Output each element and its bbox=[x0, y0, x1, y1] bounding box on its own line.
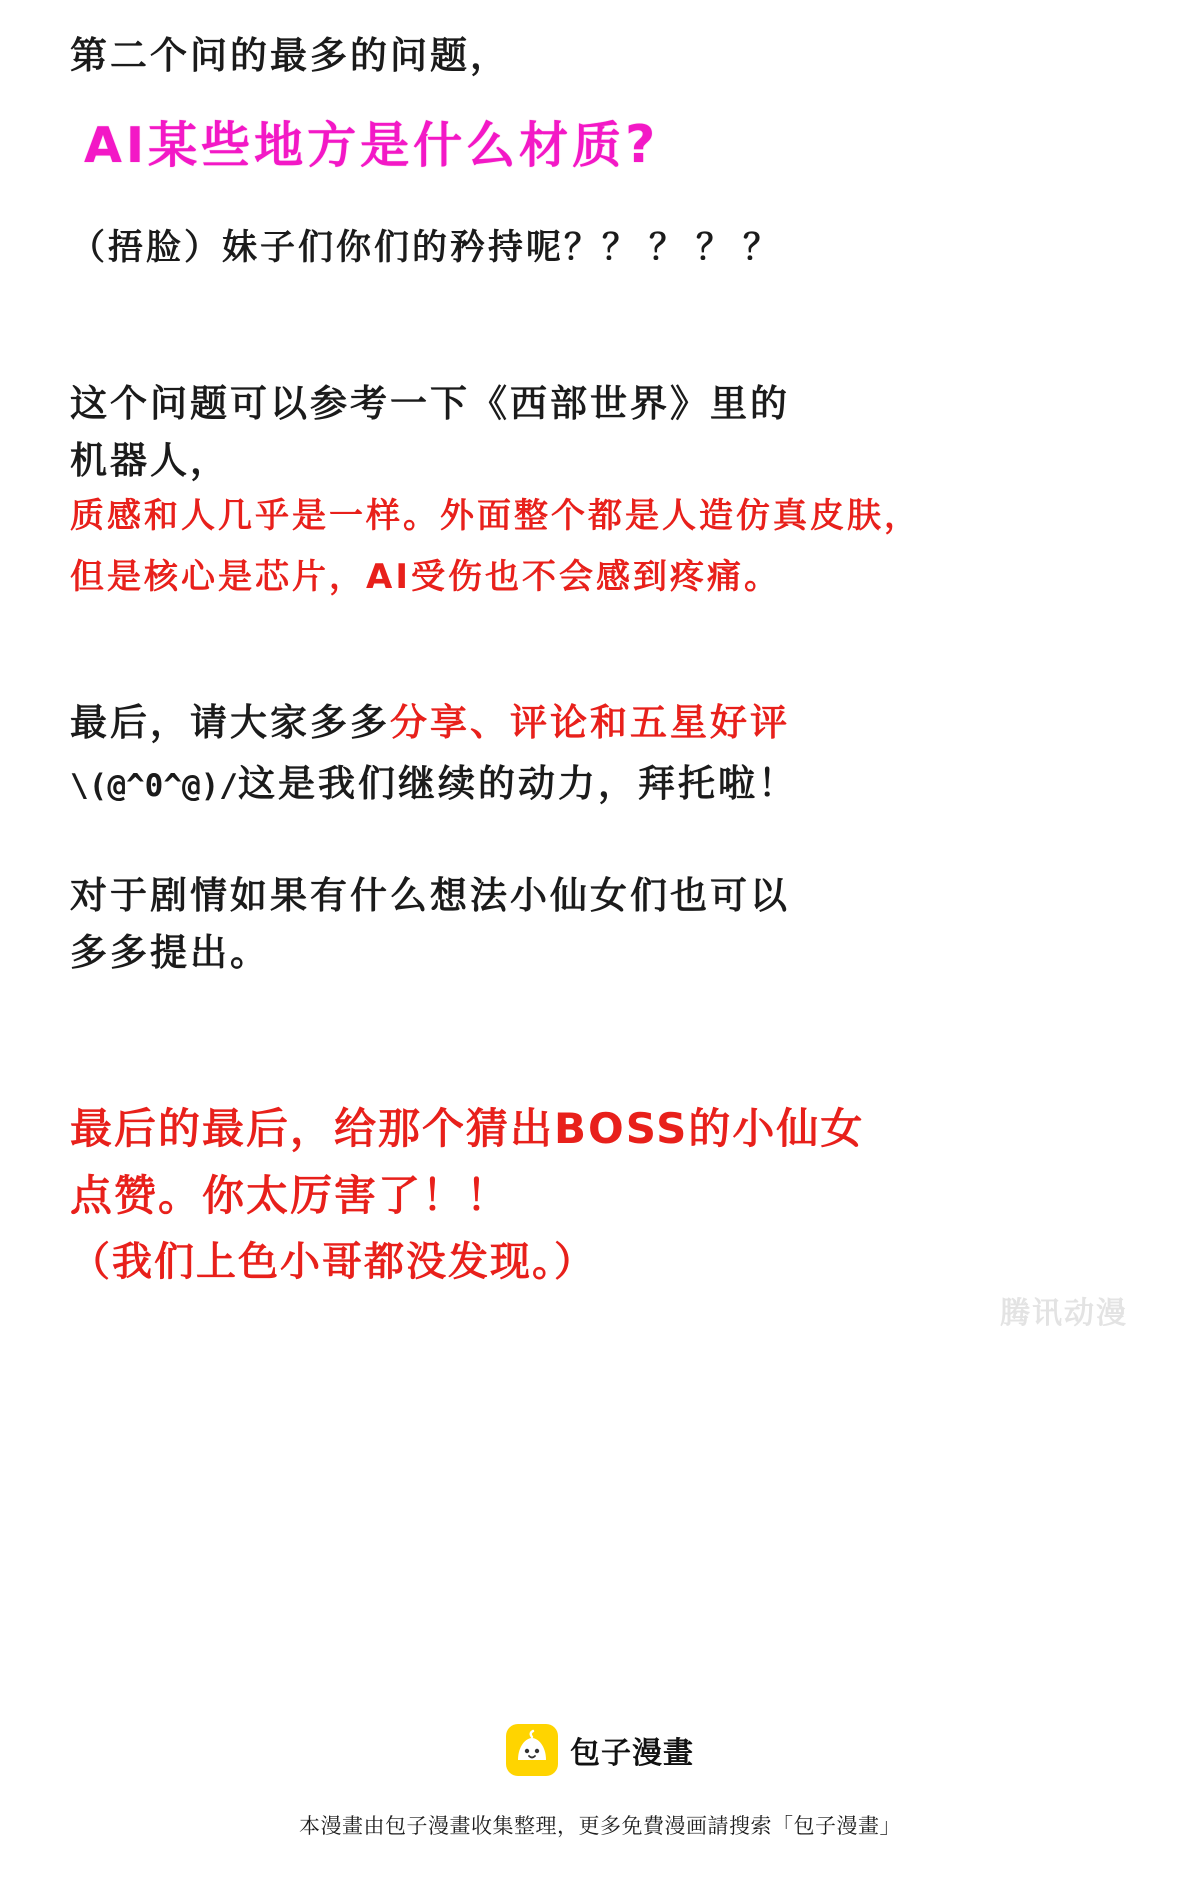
final-line2: 点赞。你太厉害了！！ bbox=[70, 1171, 511, 1221]
page-title-text: AI某些地方是什么材质 bbox=[84, 116, 626, 174]
spacer-3 bbox=[70, 995, 1130, 1099]
page-footer bbox=[0, 1724, 1200, 1840]
paragraph1-line2: 机器人， bbox=[70, 438, 230, 482]
request-line1 bbox=[70, 697, 1130, 750]
page-title-question-mark: ? bbox=[625, 114, 660, 175]
reaction-text: （捂脸）妹子们你们的矜持呢？ bbox=[70, 228, 603, 269]
paragraph1-red-line1: 质感和人几乎是一样。外面整个都是人造仿真皮肤， bbox=[70, 496, 921, 537]
emoticon-text: \(@^0^@)/ bbox=[70, 767, 238, 804]
brand-row bbox=[0, 1724, 1200, 1776]
reaction-line bbox=[70, 224, 1130, 274]
spacer-2 bbox=[70, 818, 1130, 870]
question-intro-text: 第二个问的最多的问题， bbox=[70, 34, 510, 77]
paragraph1-red-line2: 但是核心是芯片，AI受伤也不会感到疼痛。 bbox=[70, 557, 781, 598]
request-suffix: 这是我们继续的动力，拜托啦！ bbox=[237, 761, 798, 805]
request-line2 bbox=[70, 758, 1130, 811]
final-line3: （我们上色小哥都没发现。） bbox=[70, 1239, 596, 1286]
steamed-bun-icon bbox=[506, 1724, 558, 1776]
request-highlight: 分享、评论和五星好评 bbox=[390, 701, 790, 745]
brand-name: 包子漫畫 bbox=[570, 1736, 694, 1771]
site-watermark: 腾讯动漫 bbox=[1000, 1296, 1128, 1331]
paragraph1-line1: 这个问题可以参考一下《西部世界》里的 bbox=[70, 382, 790, 426]
reaction-question-marks: ？？？？ bbox=[602, 228, 791, 269]
suggest-line2: 多多提出。 bbox=[70, 930, 270, 974]
suggest-line1: 对于剧情如果有什么想法小仙女们也可以 bbox=[70, 874, 790, 918]
request-prefix: 最后，请大家多多 bbox=[70, 701, 390, 745]
page-title bbox=[84, 109, 1130, 183]
footer-note: 本漫畫由包子漫畫收集整理，更多免費漫画請搜索「包子漫畫」 bbox=[299, 1814, 901, 1838]
final-line1: 最后的最后，给那个猜出BOSS的小仙女 bbox=[70, 1104, 865, 1154]
spacer-1 bbox=[70, 613, 1130, 697]
